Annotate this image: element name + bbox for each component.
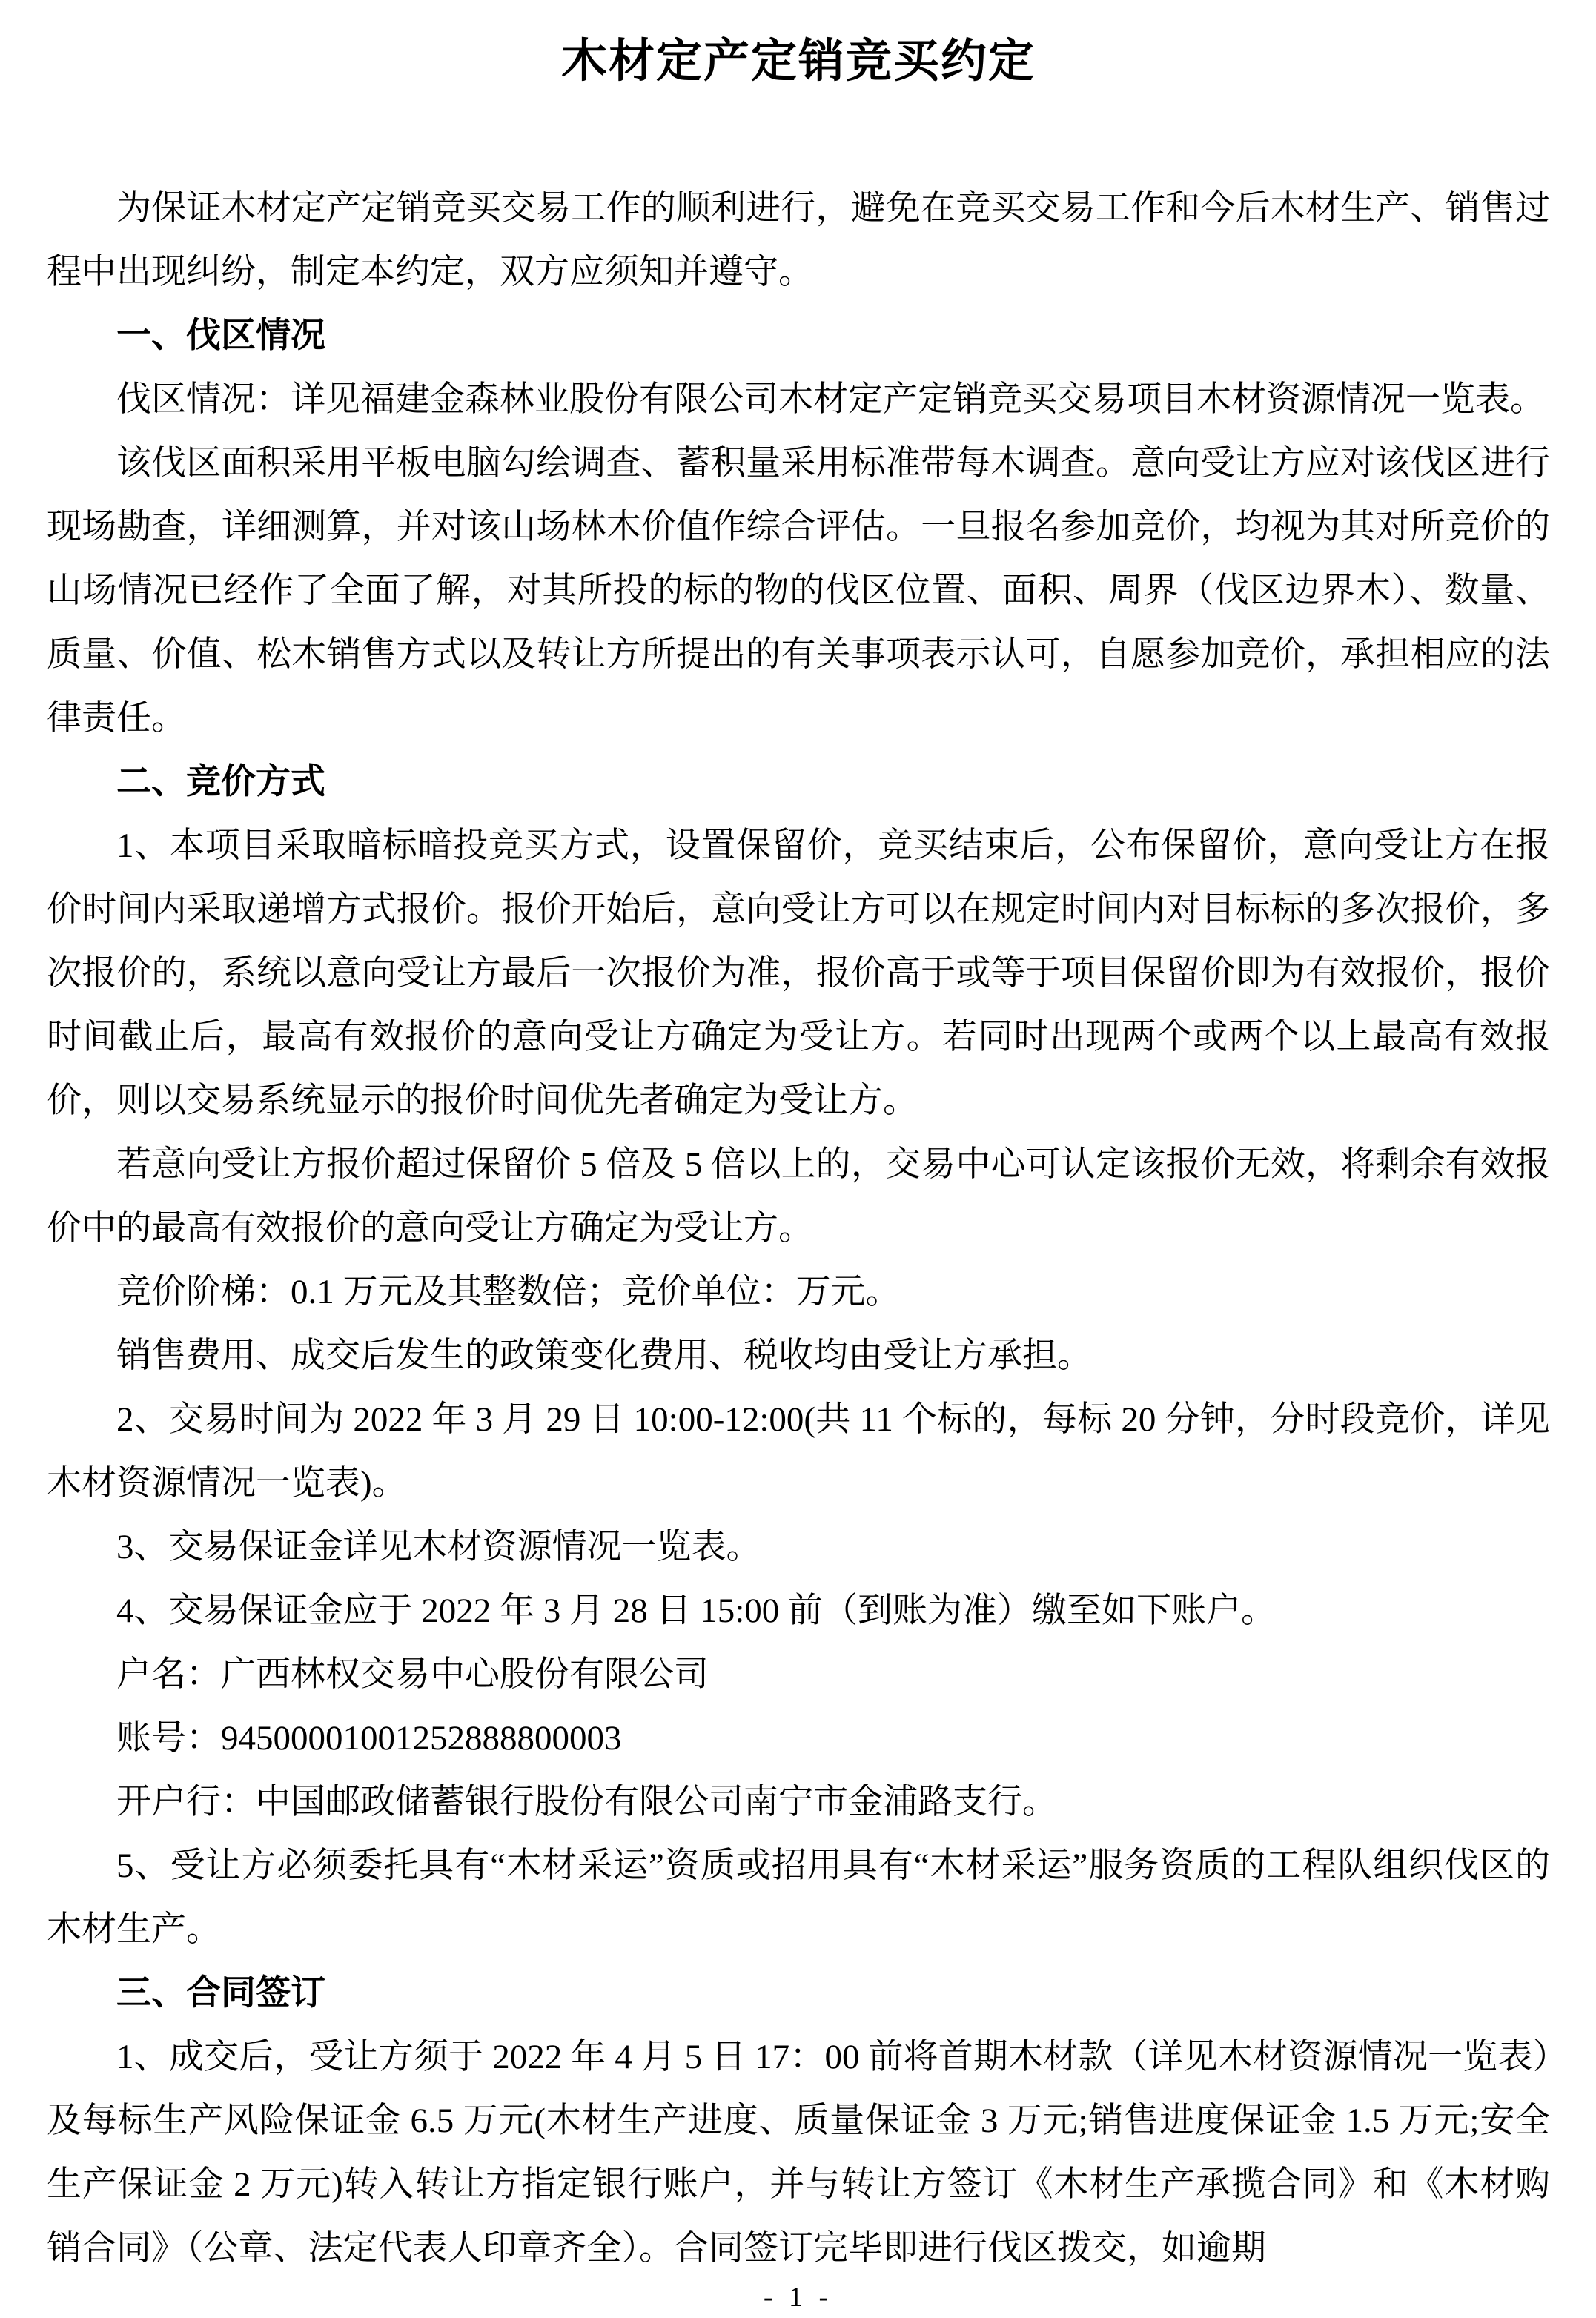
section-heading-bidding-method: 二、竞价方式 [116,763,325,801]
paragraph-intro: 为保证木材定产定销竞买交易工作的顺利进行，避免在竞买交易工作和今后木材生产、销售过程中出现纠纷，制定本约定，双方应须知并遵守。 [47,189,1550,291]
paragraph-bid-increment: 竞价阶梯：0.1 万元及其整数倍；竞价单位：万元。 [116,1273,901,1311]
page-number: - 1 - [763,2282,833,2313]
paragraph-bidding-invalid-rule: 若意向受让方报价超过保留价 5 倍及 5 倍以上的，交易中心可认定该报价无效，将剩余有效报价中的最高有效报价的意向受让方确定为受让方。 [47,1145,1550,1248]
paragraph-deposit-deadline: 4、交易保证金应于 2022 年 3 月 28 日 15:00 前（到账为准）缴至如下账户。 [116,1592,1277,1630]
paragraph-cutting-area-overview: 伐区情况：详见福建金森林业股份有限公司木材定产定销竞买交易项目木材资源情况一览表。 [116,380,1545,419]
paragraph-bidding-rule-1: 1、本项目采取暗标暗投竞买方式，设置保留价，竞买结束后，公布保留价，意向受让方在报价时间内采取递增方式报价。报价开始后，意向受让方可以在规定时间内对目标标的多次报价，多次报价的，系统以意向受让方最后一次报价为准，报价高于或等于项目保留价即为有效报价，报价时间截止后，最高有效报价的意向受让方确定为受让方。若同时出现两个或两个以上最高有效报价，则以交易系统显示的报价时间优先者确定为受让方。 [47,827,1550,1120]
section-heading-cutting-area: 一、伐区情况 [116,317,325,355]
paragraph-trade-time: 2、交易时间为 2022 年 3 月 29 日 10:00-12:00(共 11 个标的，每标 20 分钟，分时段竞价，详见木材资源情况一览表)。 [47,1400,1550,1503]
paragraph-harvest-qualification: 5、受让方必须委托具有“木材采运”资质或招用具有“木材采运”服务资质的工程队组织伐区的木材生产。 [47,1847,1550,1949]
paragraph-survey-method: 该伐区面积采用平板电脑勾绘调查、蓄积量采用标准带每木调查。意向受让方应对该伐区进行现场勘查，详细测算，并对该山场林木价值作综合评估。一旦报名参加竞价，均视为其对所竞价的山场情况已经作了全面了解，对其所投的标的物的伐区位置、面积、周界（伐区边界木）、数量、质量、价值、松木销售方式以及转让方所提出的有关事项表示认可，自愿参加竞价，承担相应的法律责任。 [47,444,1550,738]
document-title: 木材定产定销竞买约定 [560,36,1036,87]
paragraph-fees: 销售费用、成交后发生的政策变化费用、税收均由受让方承担。 [116,1337,1092,1375]
paragraph-deposit-reference: 3、交易保证金详见木材资源情况一览表。 [116,1528,761,1566]
paragraph-bank-branch: 开户行：中国邮政储蓄银行股份有限公司南宁市金浦路支行。 [116,1783,1057,1821]
paragraph-account-number: 账号：94500001001252888800003 [116,1719,622,1758]
paragraph-account-name: 户名：广西林权交易中心股份有限公司 [116,1655,709,1694]
section-heading-contract-signing: 三、合同签订 [116,1974,325,2013]
paragraph-contract-terms: 1、成交后，受让方须于 2022 年 4 月 5 日 17：00 前将首期木材款（详见木材资源情况一览表）及每标生产风险保证金 6.5 万元(木材生产进度、质量保证金 3 万元;销售进度保证金 1.5 万元;安全生产保证金 2 万元)转入转让方指定银行账户，并与转让方签订《木材生产承揽合同》和《木材购销合同》（公章、法定代表人印章齐全）。合同签订完毕即进行伐区拨交，如逾期 [47,2038,1550,2268]
